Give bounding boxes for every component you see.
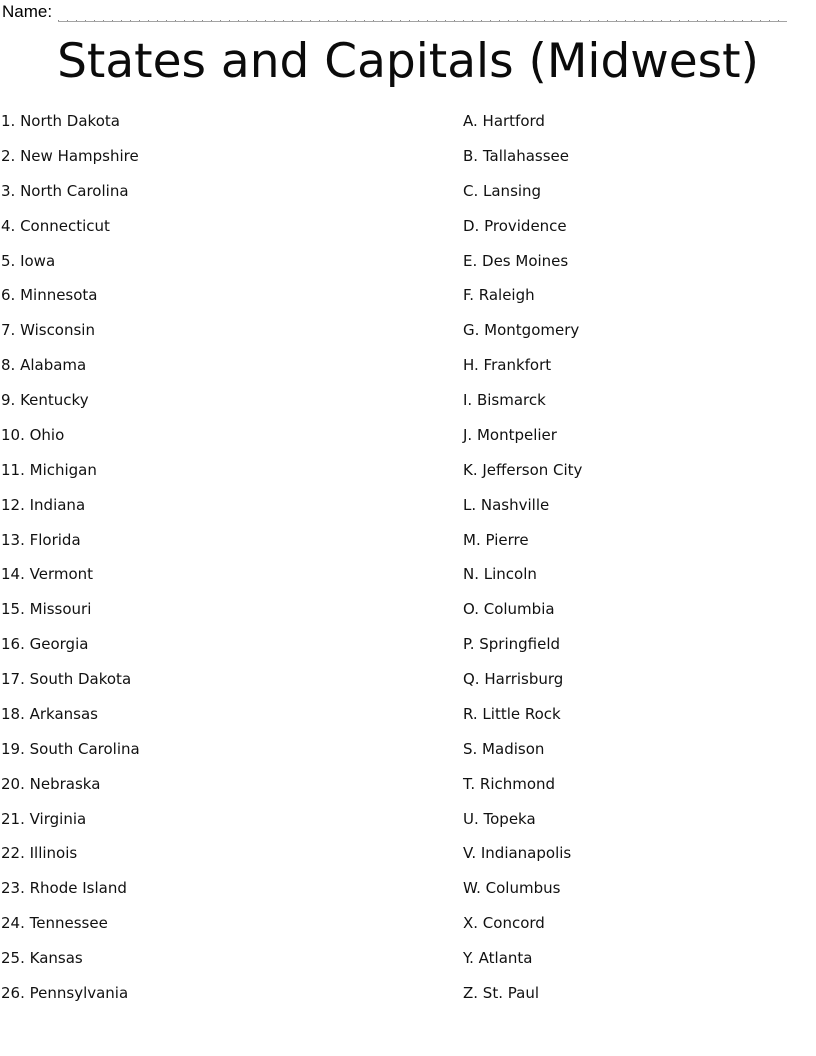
- states-list: [1, 104, 140, 1011]
- state-item: 21. Virginia: [1, 809, 87, 828]
- state-item: 7. Wisconsin: [1, 321, 95, 340]
- capital-item: A. Hartford: [463, 112, 545, 130]
- state-item: 6. Minnesota: [1, 286, 98, 305]
- capital-item: F. Raleigh: [463, 286, 535, 305]
- capital-item: R. Little Rock: [463, 704, 561, 723]
- capital-item: I. Bismarck: [463, 391, 546, 409]
- state-item: 18. Arkansas: [1, 704, 98, 723]
- page-title: States and Capitals (Midwest): [57, 34, 759, 89]
- capital-item: D. Providence: [463, 216, 567, 235]
- name-blank-line: [58, 3, 787, 22]
- capital-item: G. Montgomery: [463, 321, 580, 340]
- capital-item: L. Nashville: [463, 495, 550, 514]
- state-item: 9. Kentucky: [1, 391, 89, 409]
- state-item: 14. Vermont: [1, 565, 94, 584]
- state-item: 12. Indiana: [1, 495, 86, 514]
- state-item: 16. Georgia: [1, 635, 89, 654]
- capital-item: Y. Atlanta: [463, 949, 533, 967]
- capitals-list: [463, 104, 582, 1011]
- state-item: 2. New Hampshire: [1, 146, 139, 165]
- capital-item: C. Lansing: [463, 181, 542, 200]
- name-row: [0, 0, 816, 22]
- state-item: 3. North Carolina: [1, 181, 129, 200]
- state-item: 5. Iowa: [1, 251, 56, 270]
- capital-item: T. Richmond: [463, 774, 556, 793]
- state-item: 17. South Dakota: [1, 670, 132, 688]
- state-item: 23. Rhode Island: [1, 879, 127, 898]
- capital-item: N. Lincoln: [463, 565, 537, 584]
- capital-item: O. Columbia: [463, 600, 555, 619]
- capital-item: E. Des Moines: [463, 251, 569, 270]
- capital-item: Z. St. Paul: [463, 983, 539, 1002]
- state-item: 10. Ohio: [1, 425, 65, 444]
- state-item: 8. Alabama: [1, 356, 87, 375]
- state-item: 19. South Carolina: [1, 739, 140, 758]
- state-item: 22. Illinois: [1, 844, 78, 863]
- capital-item: Q. Harrisburg: [463, 670, 564, 688]
- capital-item: X. Concord: [463, 914, 545, 933]
- state-item: 24. Tennessee: [1, 914, 108, 933]
- state-item: 26. Pennsylvania: [1, 983, 129, 1002]
- capital-item: H. Frankfort: [463, 356, 552, 375]
- state-item: 25. Kansas: [1, 949, 83, 967]
- capital-item: P. Springfield: [463, 635, 561, 654]
- capital-item: V. Indianapolis: [463, 844, 572, 863]
- capital-item: M. Pierre: [463, 530, 529, 549]
- state-item: 15. Missouri: [1, 600, 92, 619]
- capital-item: B. Tallahassee: [463, 146, 570, 165]
- capital-item: W. Columbus: [463, 879, 561, 898]
- state-item: 11. Michigan: [1, 460, 97, 479]
- state-item: 4. Connecticut: [1, 216, 110, 235]
- name-label: Name:: [2, 2, 53, 21]
- capital-item: S. Madison: [463, 739, 545, 758]
- capital-item: J. Montpelier: [463, 425, 557, 444]
- state-item: 13. Florida: [1, 530, 81, 549]
- state-item: 1. North Dakota: [1, 112, 120, 130]
- capital-item: U. Topeka: [463, 809, 536, 828]
- capital-item: K. Jefferson City: [463, 460, 583, 479]
- state-item: 20. Nebraska: [1, 774, 101, 793]
